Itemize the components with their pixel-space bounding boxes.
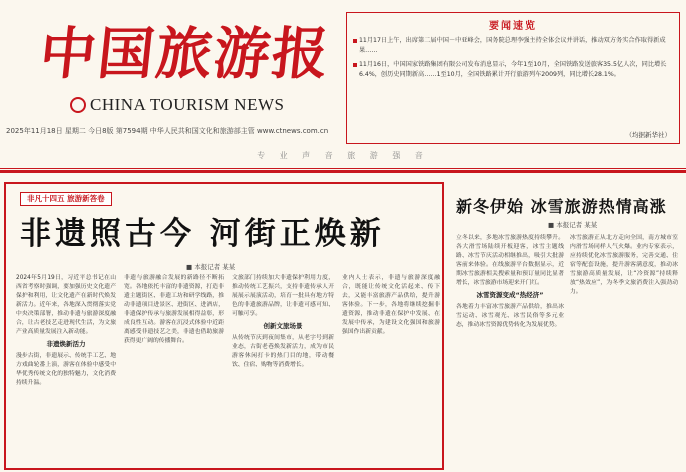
divider-line [0,168,686,169]
newspaper-english-title: CHINA TOURISM NEWS [90,95,285,114]
article-text: 冰雪旅游正从北方走向全国，南方城市室内滑雪场同样人气火爆。业内专家表示，应持续优化冰雪旅游服务，完善交通、住宿等配套设施，提升游客满意度，推动冰雪旅游高质量发展，让“冷资源”持续释放“热效应”，为冬季文旅消费注入强劲动力。 [570,235,678,295]
article-column [16,274,116,466]
newspaper-logo: 中国旅游报 [36,21,334,87]
news-brief-text: 11月17日上午，出席第二届中国－中亚峰会，国务院总理李强主持全体会议并讲话，推动双方务实合作取得新成果…… [359,37,666,54]
article-text: 2024年5月19日，习近平总书记在山西省考察时强调，要加强历史文化遗产保护和利用，让文化遗产在新时代焕发新活力。近年来，各地深入贯彻落实党中央决策部署，推动非遗与旅游深度融合，让古老技艺走进现代生活，为文旅产业高质量发展注入新动能。 [16,275,116,335]
secondary-byline: ■ 本报记者 某某 [548,221,598,229]
news-brief-item [353,36,673,56]
article-column [342,274,440,466]
article-subheading: 创新文旅场景 [263,322,303,330]
article-text: 业内人士表示，非遗与旅游深度融合，既能让传统文化活起来、传下去，又能丰富旅游产品供给，提升游客体验。下一步，各地将继续挖掘非遗资源，推动非遗在保护中发展、在发展中传承，为建设文化强国和旅游强国作出新贡献。 [342,275,440,335]
article-column [124,274,224,466]
article-column [570,234,678,466]
bullet-icon [353,63,357,67]
lead-headline: 非遗照古今 河街正焕新 [20,216,385,252]
news-brief-text: 11月16日，中国国家铁路集团有限公司发布消息显示，今年1至10月，全国铁路发送旅客35.5亿人次，同比增长6.4%，创历史同期新高……1至10月，全国铁路累计开行旅游列车2009列，同比增长28.1%。 [359,61,667,78]
article-text: 各地着力丰富冰雪旅游产品供给，推出冰雪运动、冰雪观光、冰雪民俗等多元业态，推动冰雪资源优势转化为发展优势。 [456,304,564,328]
article-text: 文旅部门持续加大非遗保护利用力度，推动传统工艺振兴，支持非遗传承人开展展示展演活动，培育一批具有地方特色的非遗旅游品牌，让非遗可感可知、可触可享。 [232,275,334,317]
publication-info: 2025年11月18日 星期二 今日8版 第7594期 中华人民共和国文化和旅游部主管 www.ctnews.com.cn [6,127,329,135]
article-subheading: 非遗焕新活力 [46,340,86,348]
article-text: 非遗与旅游融合发展的新路径不断拓宽。各地依托丰富的非遗资源，打造非遗主题街区、非遗工坊和研学线路，推动非遗项目进景区、进街区、进酒店，非遗保护传承与旅游发展相得益彰，形成良性互动。游客在沉浸式体验中近距离感受非遗技艺之美，非遗也借助旅游获得更广阔的传播舞台。 [124,275,224,344]
masthead [0,0,686,148]
article-text: 漫步古街，非遗展示、传统手工艺、地方戏曲轮番上演，游客在体验中感受中华优秀传统文化的独特魅力，文化消费持续升温。 [16,353,116,386]
lead-byline: ■ 本报记者 某某 [186,263,236,271]
article-text: 立冬以来，多地冰雪旅游热度持续攀升。各大滑雪场陆续开板迎客，冰雪主题线路、冰雪节庆活动相继推出，吸引大批游客前来体验。在线旅游平台数据显示，近期冰雪旅游相关搜索量和预订量同比显著增长，冰雪旅游市场迎来开门红。 [456,235,564,286]
news-brief-item [353,60,673,80]
secondary-headline: 新冬伊始 冰雪旅游热情高涨 [456,197,667,216]
news-brief-credit: （均据新华社） [625,131,671,139]
slogan: 专 业 声 音 旅 游 强 音 [257,151,429,160]
lead-story [4,182,444,470]
header-divider [0,148,686,176]
article-subheading: 冰雪资源变成“热经济” [476,291,544,299]
divider-line-thick [0,170,686,173]
article-text: 从传统节庆到夜间集市，从老字号到新业态，古街老巷焕发新活力，成为市民游客休闲打卡的热门目的地，带动餐饮、住宿、购物等消费增长。 [232,335,334,368]
column-tag: 非凡十四五 旅游新答卷 [20,192,112,206]
article-column [456,234,564,466]
logo-emblem-icon [70,97,86,113]
article-column [232,274,334,466]
news-brief-title: 要闻速览 [489,21,537,32]
news-brief-box [346,12,680,144]
bullet-icon [353,39,357,43]
secondary-story [450,182,682,470]
